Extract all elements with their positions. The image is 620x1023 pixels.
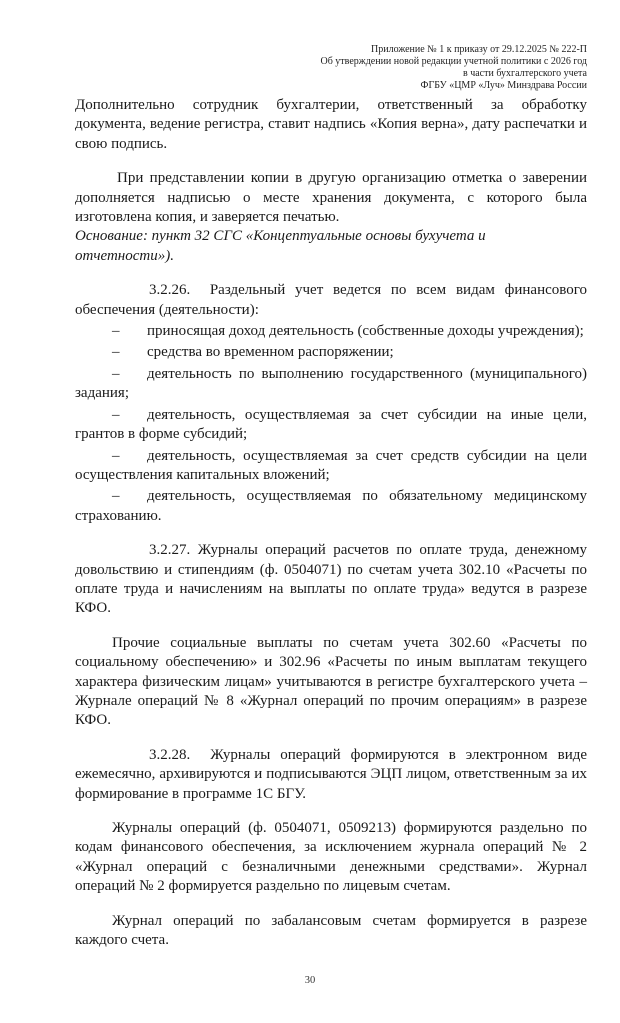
list-item-text: деятельность, осуществляемая по обязательному медицинскому страхованию. [75, 488, 587, 524]
list-item-text: средства во временном распоряжении; [147, 344, 394, 361]
section-number: 3.2.26. [149, 282, 191, 299]
section-3-2-26 [75, 281, 587, 320]
list-item [75, 365, 587, 404]
document-body [75, 96, 587, 950]
list-item-text: деятельность, осуществляемая за счет субсидии на иные цели, грантов в форме субсидий; [75, 406, 587, 443]
paragraph-other-social-payments: Прочие социальные выплаты по счетам учета 302.60 «Расчеты по социальному обеспечению» и 302.96 «Расчеты по иным выплатам текущего характера физическим лицам» учитываются в регистре бухгалтерского учета – Журнале операций № 8 «Журнал операций по прочим операциям» в разрезе КФО. [75, 634, 587, 729]
header-line: ФГБУ «ЦМР «Луч» Минздрава России [420, 80, 587, 91]
paragraph-copy-other-organization: При представлении копии в другую организацию отметка о заверении дополняется надписью о месте хранения документа, с которого была изготовлена копия, и заверяется печатью. [75, 170, 587, 226]
list-item-text: приносящая доход деятельность (собственные доходы учреждения); [147, 323, 584, 340]
list-item-text: деятельность по выполнению государственного (муниципального) задания; [75, 365, 587, 402]
header-line: Об утверждении новой редакции учетной политики с 2026 год [320, 56, 587, 67]
list-item-text: деятельность, осуществляемая за счет средств субсидии на цели осуществления капитальных вложений; [75, 447, 587, 483]
list-item [75, 406, 587, 445]
paragraph-copy-certification: Дополнительно сотрудник бухгалтерии, ответственный за обработку документа, ведение регистра, ставит надпись «Копия верна», дату распечатки и свою подпись. [75, 97, 587, 152]
paragraph-journals-by-kfo: Журналы операций (ф. 0504071, 0509213) формируются раздельно по кодам финансового обеспечения, за исключением журнала операций № 2 «Журнал операций с безналичными денежными средствами». Журнал операций № 2 формируется раздельно по лицевым счетам. [75, 820, 587, 895]
dash-bullet: – [112, 406, 120, 423]
section-text: Журналы операций формируются в электронном виде ежемесячно, архивируются и подписываются ЭЦП лицом, ответственным за их формирование в программе 1С БГУ. [75, 746, 588, 802]
list-item [75, 487, 587, 526]
paragraph-basis: Основание: пункт 32 СГС «Концептуальные основы бухучета и отчетности»). [75, 228, 486, 264]
section-text: Раздельный учет ведется по всем видам финансового обеспечения (деятельности): [75, 282, 588, 318]
page-number: 30 [304, 975, 316, 987]
dash-bullet: – [112, 344, 120, 361]
section-3-2-28 [75, 746, 587, 804]
section-3-2-27 [75, 541, 587, 619]
dash-bullet: – [112, 323, 120, 340]
dash-bullet: – [112, 447, 120, 464]
header-line: Приложение № 1 к приказу от 29.12.2025 № 222-П [371, 44, 587, 55]
list-item [75, 343, 587, 362]
paragraph-offbalance-journal: Журнал операций по забалансовым счетам формируется в разрезе каждого счета. [75, 912, 587, 949]
footer-spacer [75, 950, 587, 974]
section-number: 3.2.28. [149, 746, 191, 763]
dash-bullet: – [112, 365, 120, 382]
section-text: Журналы операций расчетов по оплате труда, денежному довольствию и стипендиям (ф. 0504071) по счетам учета 302.10 «Расчеты по оплате труда и начислениям на выплаты по оплате труда» ведутся в разрезе КФО. [75, 542, 587, 617]
list-item [75, 322, 587, 341]
list-item [75, 447, 587, 486]
header-line: в части бухгалтерского учета [462, 68, 587, 79]
dash-bullet: – [112, 488, 120, 505]
document-header [321, 44, 588, 92]
section-number: 3.2.27. [149, 542, 191, 559]
